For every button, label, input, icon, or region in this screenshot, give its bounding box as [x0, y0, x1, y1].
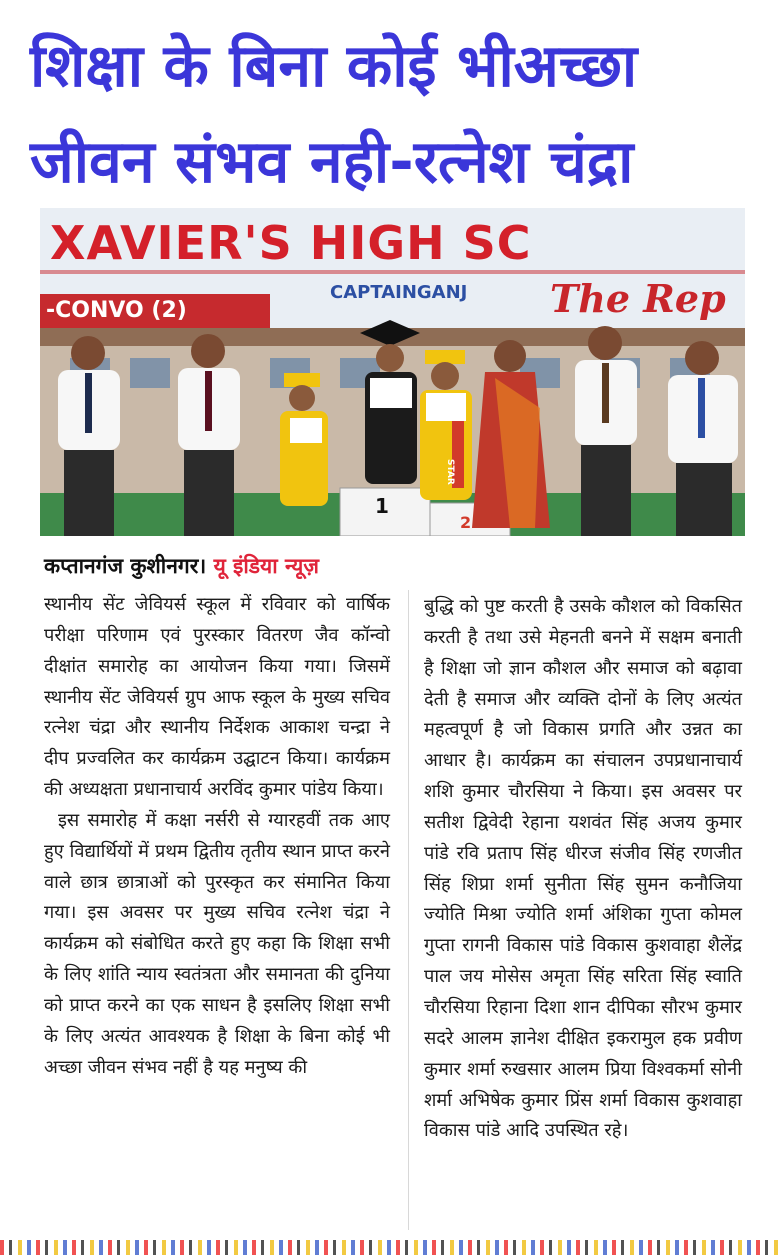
- banner-subtitle: CAPTAINGANJ: [330, 282, 468, 303]
- banner-convo: -CONVO (2): [40, 294, 270, 328]
- decorative-border: [0, 1240, 780, 1255]
- article-paragraph: इस समारोह में कक्षा नर्सरी से ग्यारहवीं तक आए हुए विद्यार्थियों में प्रथम द्वितीय तृतीय स्थान प्राप्त करने वाले छात्र छात्राओं को पुरस्कृत कर संमानित किया गया। इस अवसर पर मुख्य सचिव रत्नेश चंद्रा ने कार्यक्रम को संबोधित करते हुए कहा कि शिक्षा सभी के लिए शांति न्याय स्वतंत्रता और समानता की दुनिया को प्राप्त करने का एक साधन है इसलिए शिक्षा सभी के लिए अत्यंत आवश्यक है शिक्षा के बिना कोई भी अच्छा जीवन संभव नहीं है यह मनुष्य की: [44, 809, 390, 1078]
- banner-title: XAVIER'S HIGH SC: [50, 216, 532, 270]
- headline-line-1: शिक्षा के बिना कोई भीअच्छा: [30, 31, 638, 100]
- banner-script: The Rep: [550, 276, 726, 321]
- dateline-source: यू इंडिया न्यूज़: [213, 554, 319, 578]
- article-column-left: [44, 590, 390, 1084]
- article-paragraph: बुद्धि को पुष्ट करती है उसके कौशल को विकसित करती है तथा उसे मेहनती बनने में सक्षम बनाती है शिक्षा जो ज्ञान कौशल और समाज को बढ़ावा देती है समाज और व्यक्ति दोनों के लिए अत्यंत महत्वपूर्ण है जो विकास प्रगति और उन्नत का आधार है। कार्यक्रम का संचालन उपप्रधानाचार्य शशि कुमार चौरसिया ने किया। इस अवसर पर सतीश द्विवेदी रेहाना यशवंत सिंह अजय कुमार पांडे रवि प्रताप सिंह धीरज संजीव सिंह रणजीत सिंह शिप्रा शर्मा सुनीता सिंह सुमन कनौजिया ज्योति मिश्रा ज्योति शर्मा अंशिका गुप्ता कोमल गुप्ता रागनी विकास पांडे विकास कुशवाहा शैलेंद्र पाल जय मोसेस अमृता सिंह सरिता सिंह स्वाति चौरसिया रिहाना दिशा शान दीपिका सौरभ कुमार सदरे आलम ज्ञानेश दीक्षित इकरामुल हक प्रवीण कुमार शर्मा रुखसार आलम प्रिया विश्वकर्मा सोनी शर्मा अभिषेक कुमार प्रिंस शर्मा विकास कुशवाहा विकास पांडे आदि उपस्थित रहे।: [424, 596, 742, 1142]
- headline-line-2: जीवन संभव नही-रत्नेश चंद्रा: [30, 127, 634, 196]
- podium-second: 2: [460, 513, 472, 532]
- headline: [30, 18, 770, 210]
- dateline-place: कप्तानगंज कुशीनगर।: [44, 554, 207, 578]
- podium-first: 1: [375, 494, 389, 518]
- dateline: [44, 552, 319, 580]
- event-photo: [40, 208, 745, 536]
- sash-text: STAR: [445, 459, 455, 485]
- article-column-right: [424, 592, 742, 1147]
- article-paragraph: स्थानीय सेंट जेवियर्स स्कूल में रविवार को वार्षिक परीक्षा परिणाम एवं पुरस्कार वितरण जैव कॉन्वो दीक्षांत समारोह का आयोजन किया गया। जिसमें स्थानीय सेंट जेवियर्स ग्रुप आफ स्कूल के मुख्य सचिव रत्नेश चंद्रा और स्थानीय निर्देशक आकाश चन्द्रा ने दीप प्रज्वलित कर कार्यक्रम उद्घाटन किया। कार्यक्रम की अध्यक्षता प्रधानाचार्य अरविंद कुमार पांडेय किया।: [44, 594, 390, 801]
- column-divider: [408, 590, 409, 1230]
